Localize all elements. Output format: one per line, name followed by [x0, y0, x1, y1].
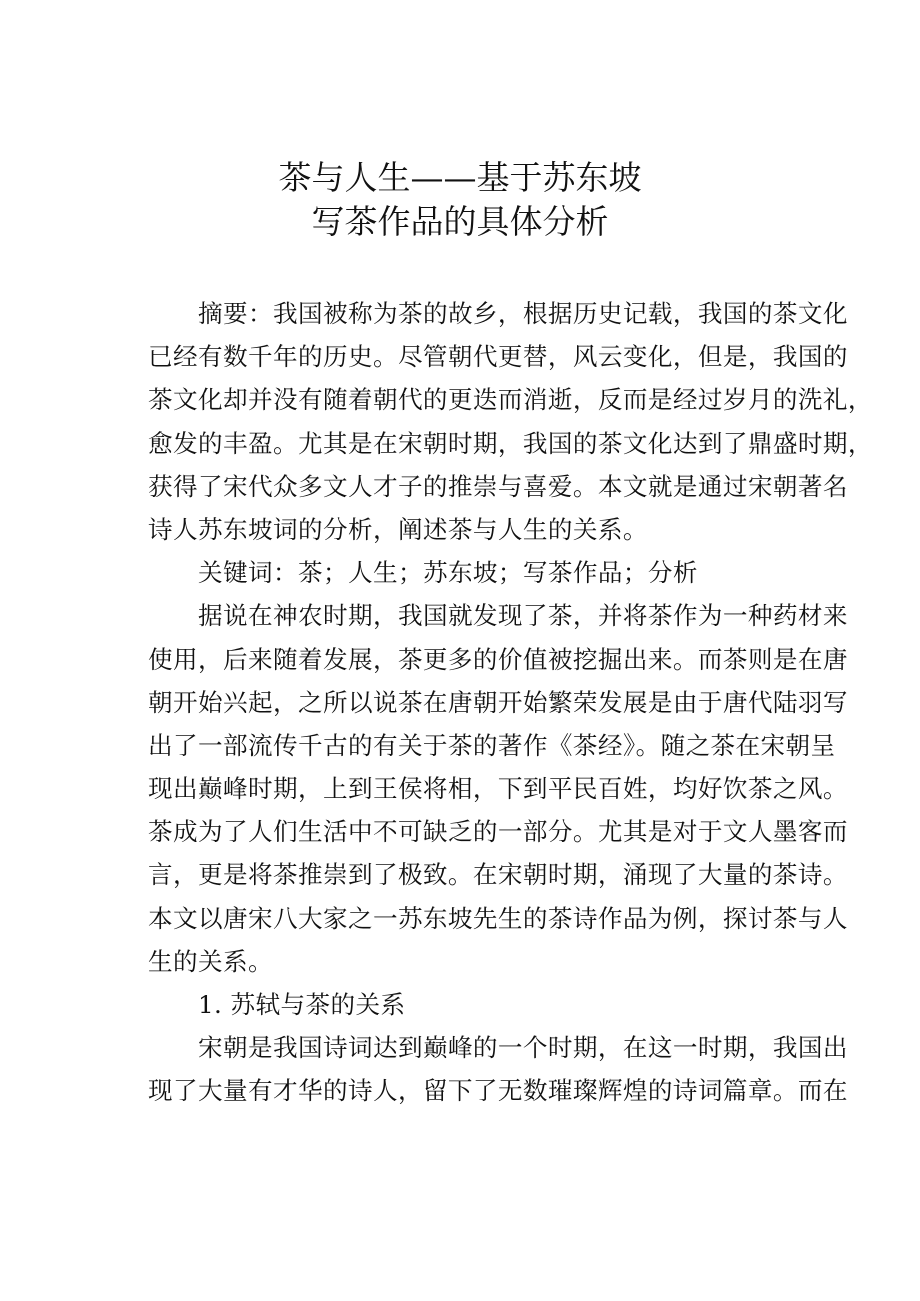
title-line-2: 写茶作品的具体分析 — [311, 202, 609, 241]
intro-line: 本文以唐宋八大家之一苏东坡先生的茶诗作品为例，探讨茶与人 — [148, 903, 848, 933]
document-title — [0, 156, 920, 244]
abstract-paragraph — [148, 292, 873, 551]
abstract-line: 摘要：我国被称为茶的故乡，根据历史记载，我国的茶文化 — [198, 299, 848, 328]
intro-line: 言，更是将茶推崇到了极致。在宋朝时期，涌现了大量的茶诗。 — [148, 860, 848, 890]
title-line-1: 茶与人生——基于苏东坡 — [278, 158, 642, 197]
intro-line: 使用，后来随着发展，茶更多的价值被挖掘出来。而茶则是在唐 — [148, 644, 848, 674]
document-body — [148, 292, 873, 1113]
intro-line: 朝开始兴起，之所以说茶在唐朝开始繁荣发展是由于唐代陆羽写 — [148, 687, 848, 717]
keywords-line: 关键词：茶；人生；苏东坡；写茶作品；分析 — [198, 558, 698, 588]
intro-line: 据说在神农时期，我国就发现了茶，并将茶作为一种药材来 — [198, 601, 848, 631]
abstract-line: 已经有数千年的历史。尽管朝代更替，风云变化，但是，我国的 — [148, 342, 848, 372]
intro-paragraph — [148, 594, 848, 983]
section-1-line: 宋朝是我国诗词达到巅峰的一个时期，在这一时期，我国出 — [198, 1033, 848, 1063]
intro-line: 出了一部流传千古的有关于茶的著作《茶经》。随之茶在宋朝呈 — [148, 730, 836, 760]
intro-line: 茶成为了人们生活中不可缺乏的一部分。尤其是对于文人墨客而 — [148, 817, 848, 847]
abstract-line: 茶文化却并没有随着朝代的更迭而消逝，反而是经过岁月的洗礼， — [148, 385, 873, 415]
abstract-line: 愈发的丰盈。尤其是在宋朝时期，我国的茶文化达到了鼎盛时期， — [148, 428, 873, 458]
section-1-heading: 1. 苏轼与茶的关系 — [198, 990, 406, 1019]
intro-line: 生的关系。 — [148, 946, 273, 976]
abstract-line: 诗人苏东坡词的分析，阐述茶与人生的关系。 — [148, 514, 648, 544]
section-1-paragraph — [148, 1026, 848, 1112]
section-1-line: 现了大量有才华的诗人，留下了无数璀璨辉煌的诗词篇章。而在 — [148, 1076, 848, 1106]
abstract-line: 获得了宋代众多文人才子的推崇与喜爱。本文就是通过宋朝著名 — [148, 471, 848, 501]
intro-line: 现出巅峰时期，上到王侯将相，下到平民百姓，均好饮茶之风。 — [148, 774, 848, 804]
